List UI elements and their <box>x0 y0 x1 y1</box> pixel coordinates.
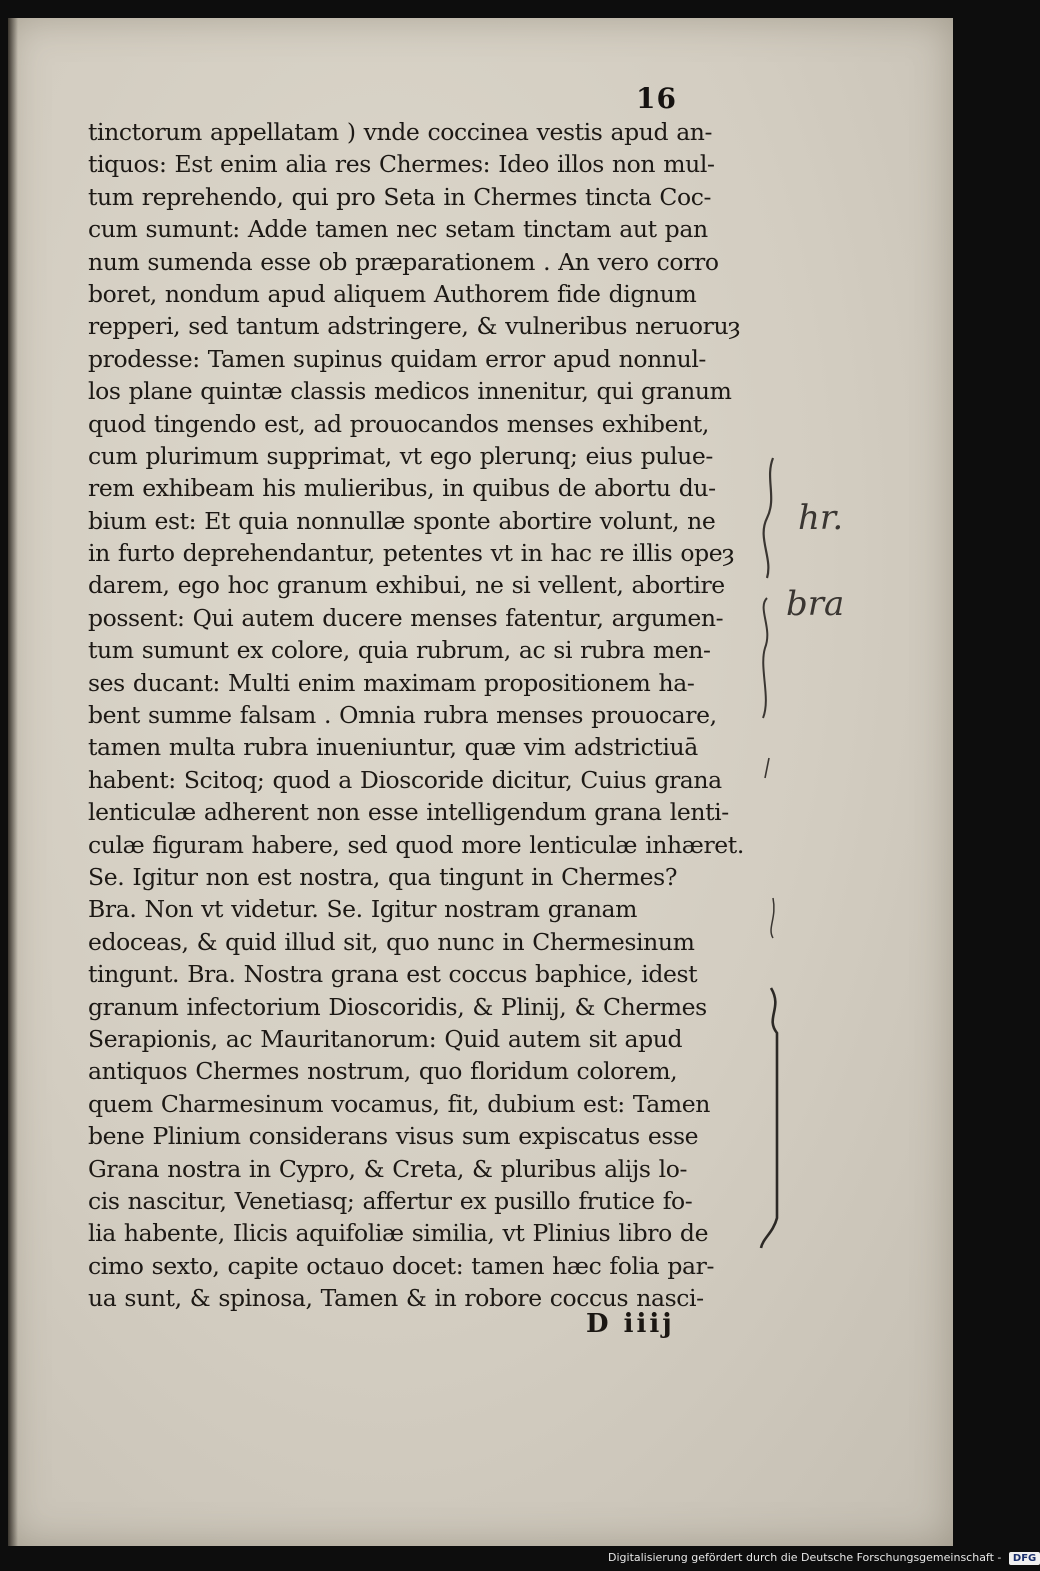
text-line: ses ducant: Multi enim maximam propositionem ha- <box>88 668 695 697</box>
footer-credit <box>608 1551 1040 1565</box>
text-line: tum sumunt ex colore, quia rubrum, ac si rubra men- <box>88 636 711 665</box>
footer-credit-text: Digitalisierung gefördert durch die Deutsche Forschungsgemeinschaft - <box>608 1551 1002 1564</box>
text-line: tinctorum appellatam ) vnde coccinea vestis apud an- <box>88 118 713 146</box>
body-text <box>88 116 758 1314</box>
text-line: quem Charmesinum vocamus, fit, dubium est: Tamen <box>88 1089 711 1118</box>
text-line: edoceas, & quid illud sit, quo nunc in Chermesinum <box>88 927 695 956</box>
text-line: Serapionis, ac Mauritanorum: Quid autem sit apud <box>88 1024 683 1053</box>
text-line: repperi, sed tantum adstringere, & vulneribus neruoruȝ <box>88 312 741 341</box>
text-line: lia habente, Ilicis aquifoliæ similia, vt Plinius libro de <box>88 1219 709 1248</box>
text-line: bent summe falsam . Omnia rubra menses prouocare, <box>88 701 717 730</box>
text-line: habent: Scitoq; quod a Dioscoride dicitur, Cuius grana <box>88 765 722 794</box>
text-line: tum reprehendo, qui pro Seta in Chermes tincta Coc- <box>88 182 712 211</box>
text-line: prodesse: Tamen supinus quidam error apud nonnul- <box>88 344 706 373</box>
signature-mark: D iiij <box>586 1309 675 1339</box>
text-line: Bra. Non vt videtur. Se. Igitur nostram granam <box>88 895 638 924</box>
text-line: cimo sexto, capite octauo docet: tamen hæc folia par- <box>88 1251 714 1280</box>
text-line: tiquos: Est enim alia res Chermes: Ideo illos non mul- <box>88 150 715 179</box>
text-line: boret, nondum apud aliquem Authorem fide dignum <box>88 279 697 308</box>
text-line: tamen multa rubra inueniuntur, quæ vim adstrictiuā <box>88 733 698 762</box>
text-line: in furto deprehendantur, petentes vt in hac re illis opeȝ <box>88 539 735 568</box>
text-line: ua sunt, & spinosa, Tamen & in robore coccus nasci- <box>88 1284 704 1313</box>
text-line: num sumenda esse ob præparationem . An vero corro <box>88 247 719 276</box>
margin-bracket-marks <box>743 458 803 1278</box>
text-line: antiquos Chermes nostrum, quo floridum colorem, <box>88 1057 678 1086</box>
text-line: Se. Igitur non est nostra, qua tingunt in Chermes? <box>88 862 678 891</box>
text-line: Grana nostra in Cypro, & Creta, & pluribus alijs lo- <box>88 1154 687 1183</box>
text-line: bene Plinium considerans visus sum expiscatus esse <box>88 1122 699 1151</box>
text-line: bium est: Et quia nonnullæ sponte abortire volunt, ne <box>88 506 716 535</box>
text-line: rem exhibeam his mulieribus, in quibus de abortu du- <box>88 474 716 503</box>
margin-note-2: bra <box>786 584 845 624</box>
text-line: cum plurimum supprimat, vt ego plerunq; eius pulue- <box>88 441 713 470</box>
text-line: granum infectorium Dioscoridis, & Plinij, & Chermes <box>88 992 707 1021</box>
text-line: possent: Qui autem ducere menses fatentur, argumen- <box>88 603 724 632</box>
text-line: culæ figuram habere, sed quod more lenticulæ inhæret. <box>88 830 744 859</box>
page-number: 16 <box>636 82 677 115</box>
text-line: tingunt. Bra. Nostra grana est coccus baphice, idest <box>88 960 698 989</box>
text-line: los plane quintæ classis medicos innenitur, qui granum <box>88 377 732 406</box>
margin-note-1: hr. <box>798 498 844 538</box>
text-line: quod tingendo est, ad prouocandos menses exhibent, <box>88 409 709 438</box>
text-line: cis nascitur, Venetiasq; affertur ex pusillo frutice fo- <box>88 1186 693 1215</box>
text-line: darem, ego hoc granum exhibui, ne si vellent, abortire <box>88 571 725 600</box>
dfg-logo: DFG <box>1009 1552 1040 1565</box>
text-line: cum sumunt: Adde tamen nec setam tinctam aut pan <box>88 215 708 244</box>
book-page <box>8 18 953 1546</box>
text-line: lenticulæ adherent non esse intelligendum grana lenti- <box>88 798 729 827</box>
